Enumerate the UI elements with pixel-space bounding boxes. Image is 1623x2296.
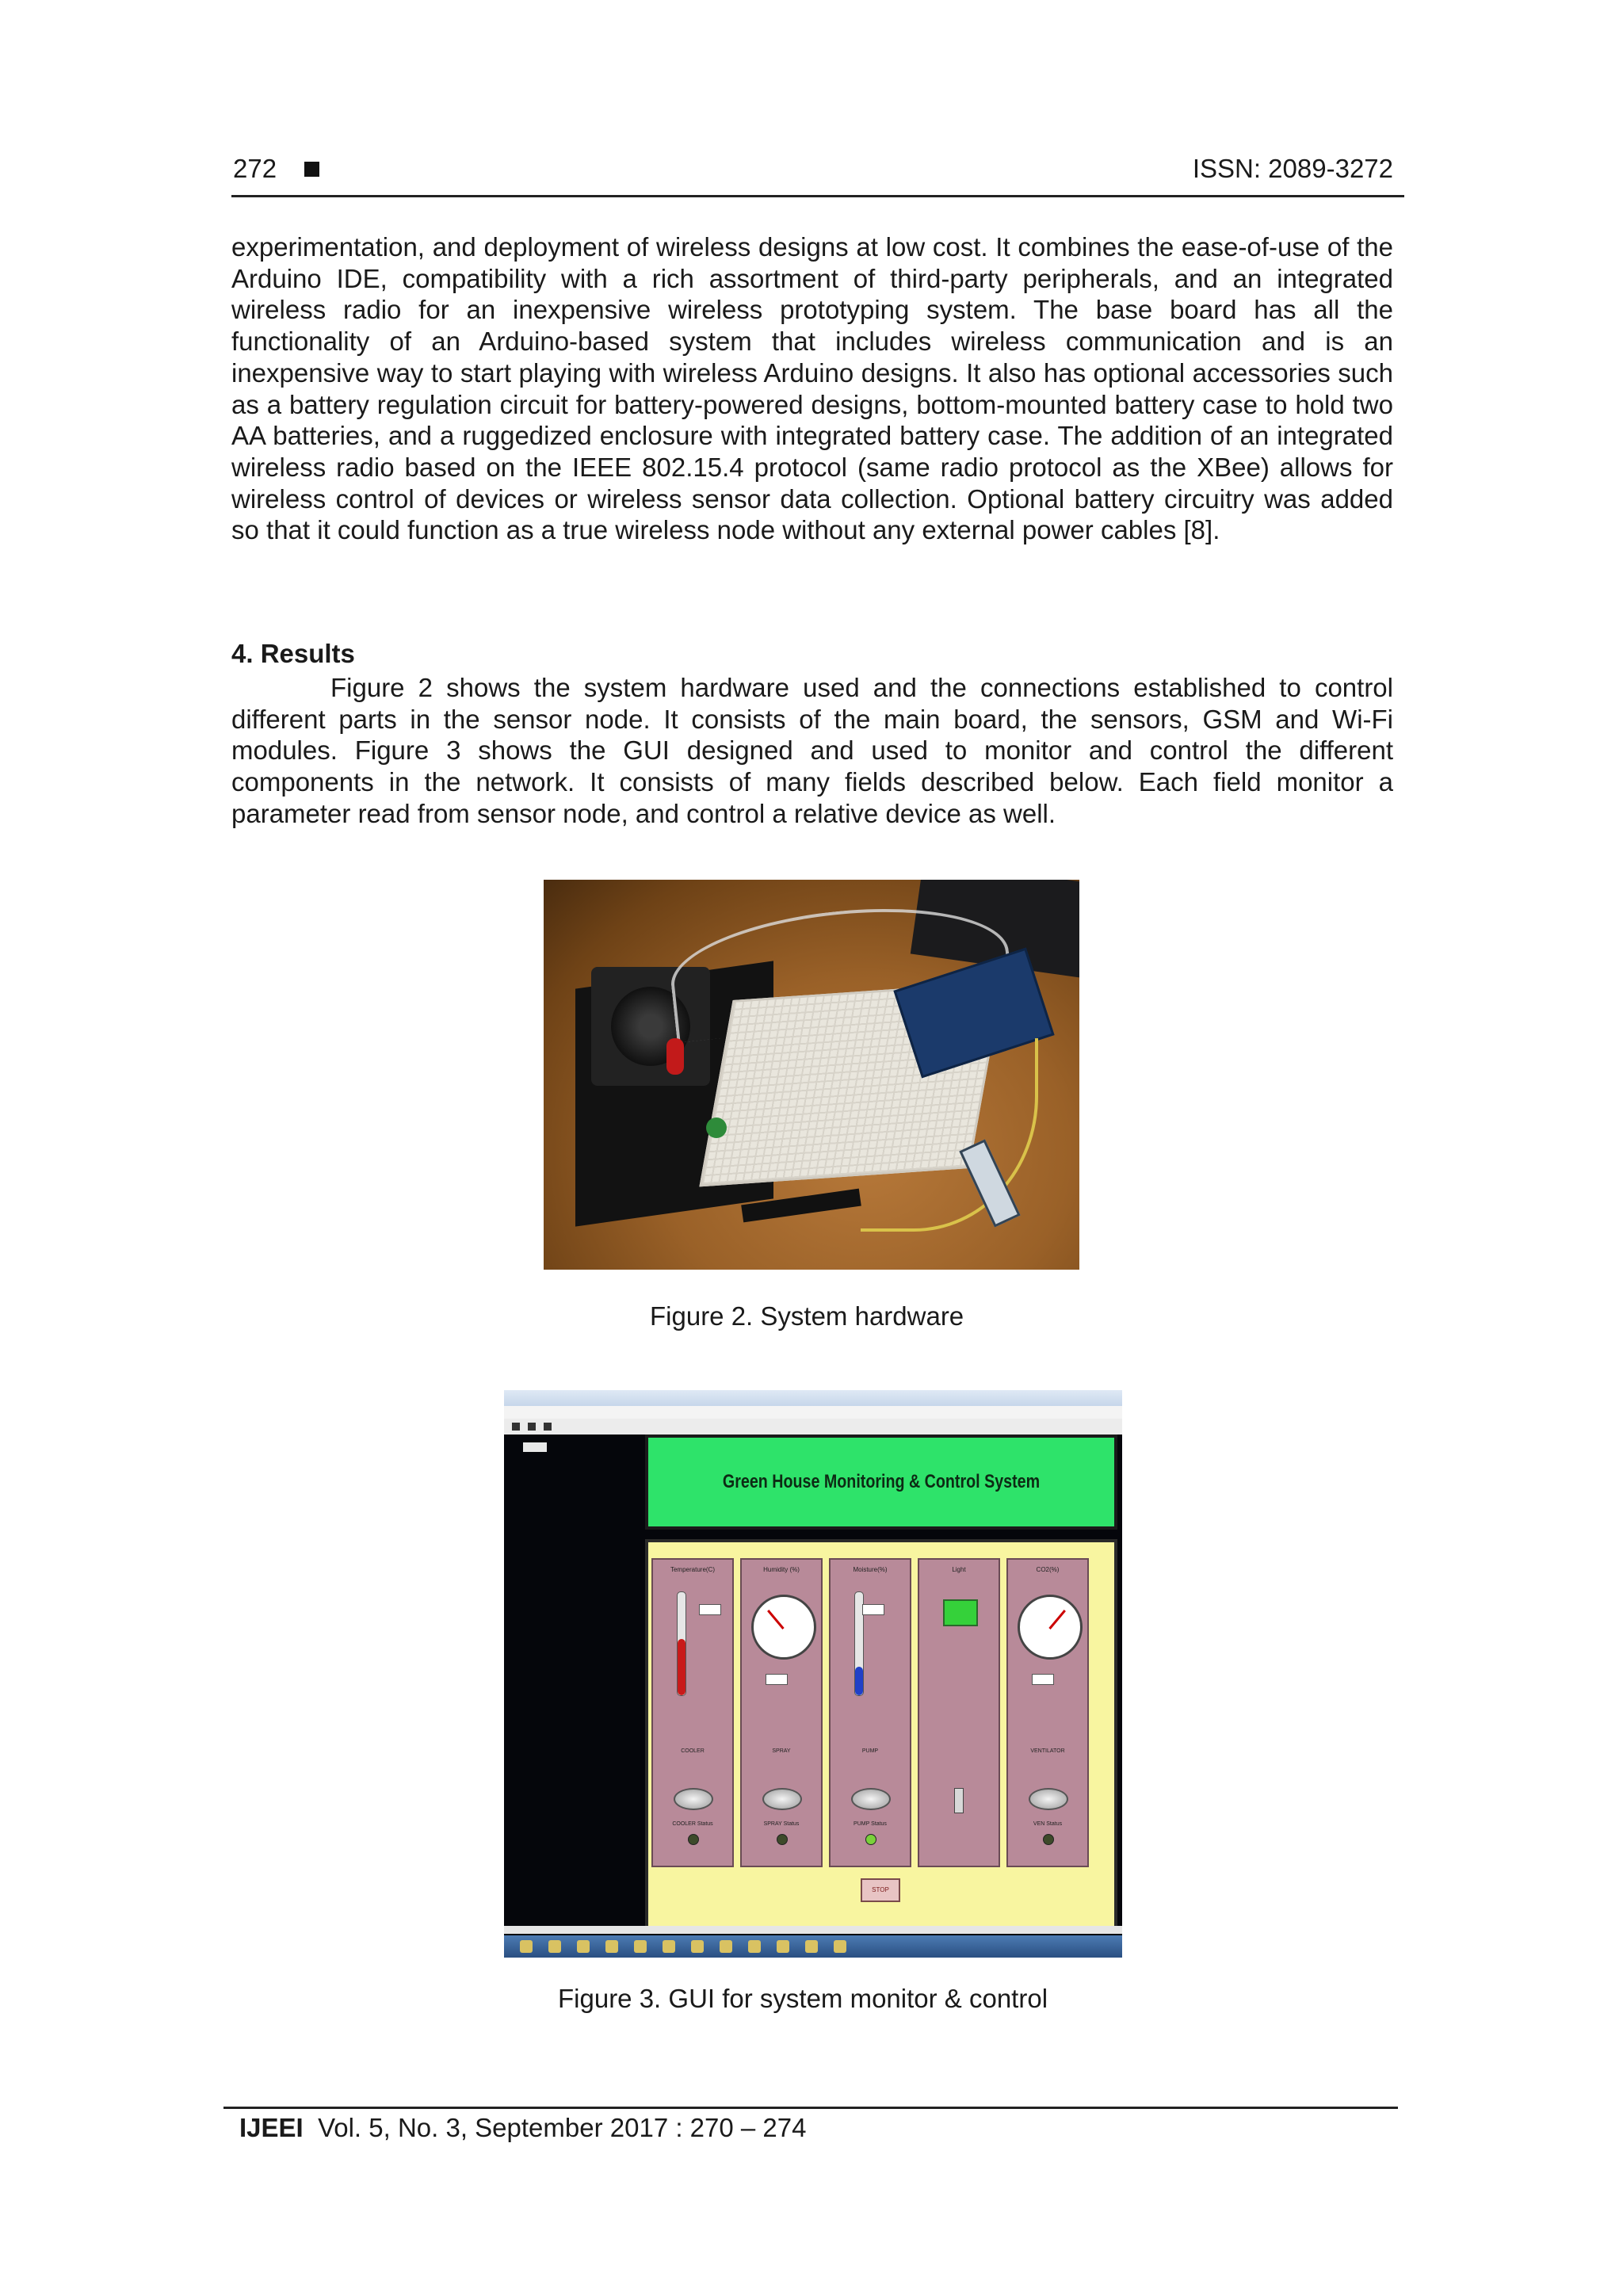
co2-value — [1032, 1674, 1054, 1685]
page-header — [231, 154, 1404, 197]
figure-2-photo — [544, 880, 1079, 1270]
moist-value — [862, 1604, 884, 1615]
column-label: Light — [952, 1566, 966, 1573]
pause-icon — [544, 1423, 552, 1431]
green-led — [706, 1117, 727, 1138]
device-label: VENTILATOR — [1030, 1748, 1065, 1754]
pump-status-led — [865, 1834, 876, 1845]
small-button — [523, 1442, 547, 1452]
ven-status-led — [1043, 1834, 1054, 1845]
status-bar — [504, 1926, 1122, 1934]
status-label: VEN Status — [1033, 1821, 1063, 1827]
co2-gauge — [1018, 1595, 1083, 1660]
figure-2-caption: Figure 2. System hardware — [650, 1301, 964, 1331]
gui-title-box — [645, 1435, 1117, 1530]
stop-button: STOP — [861, 1878, 900, 1902]
ventilator-toggle — [1029, 1788, 1068, 1810]
pump-toggle — [851, 1788, 891, 1810]
gui-title: Green House Monitoring & Control System — [722, 1471, 1041, 1492]
journal-name: IJEEI — [239, 2113, 304, 2142]
page-number: 272 — [233, 154, 277, 183]
square-bullet-icon — [304, 162, 319, 177]
stop-icon — [528, 1423, 536, 1431]
light-indicator — [943, 1599, 978, 1626]
issn: ISSN: 2089-3272 — [1192, 154, 1393, 183]
toolbar — [504, 1419, 1122, 1435]
temperature-column — [651, 1558, 734, 1867]
device-label: SPRAY — [772, 1748, 791, 1754]
status-label: COOLER Status — [672, 1821, 713, 1827]
co2-column — [1006, 1558, 1089, 1867]
results-paragraph: Figure 2 shows the system hardware used and the connections established to control different parts in the sensor node. It consists of the main board, the sensors, GSM and Wi-Fi modules. Figure 3 shows the GUI designed and used to monitor and control the different components in the network. It consists of many fields described below. Each field monitor a parameter read from sensor node, and control a relative device as well. — [231, 673, 1393, 828]
column-label: Temperature(C) — [670, 1566, 715, 1573]
temperature-thermometer — [677, 1591, 686, 1696]
device-label: COOLER — [681, 1748, 705, 1754]
device-label: PUMP — [861, 1748, 879, 1754]
footer-rule — [223, 2107, 1398, 2109]
red-led — [666, 1038, 684, 1075]
status-label: SPRAY Status — [763, 1821, 800, 1827]
control-panel — [645, 1539, 1117, 1934]
run-icon — [512, 1423, 520, 1431]
humidity-column — [740, 1558, 823, 1867]
column-label: Humidity (%) — [763, 1566, 800, 1573]
temp-value — [699, 1604, 721, 1615]
cooler-status-led — [688, 1834, 699, 1845]
figure-3-caption: Figure 3. GUI for system monitor & control — [558, 1984, 1048, 2013]
page-footer — [239, 2113, 807, 2143]
taskbar — [504, 1935, 1122, 1958]
status-label: PUMP Status — [854, 1821, 887, 1827]
journal-details: Vol. 5, No. 3, September 2017 : 270 – 274 — [318, 2113, 807, 2142]
moisture-column — [829, 1558, 911, 1867]
humidity-gauge — [751, 1595, 816, 1660]
spray-status-led — [777, 1834, 788, 1845]
light-switch — [954, 1788, 964, 1813]
body-paragraph: experimentation, and deployment of wireless designs at low cost. It combines the ease-of-use of the Arduino IDE, compatibility with a rich assortment of third-party peripherals, and an integrated wireless radio for an inexpensive wireless prototyping system. The base board has all the functionality of an Arduino-based system that includes wireless communication and is an inexpensive way to start playing with wireless Arduino designs. It also has optional accessories such as a battery regulation circuit for battery-powered designs, bottom-mounted battery case to hold two AA batteries, and a ruggedized enclosure with integrated battery case. The addition of an integrated wireless radio based on the IEEE 802.15.4 protocol (same radio protocol as the XBee) allows for wireless control of devices or wireless sensor data collection. Optional battery circuitry was added so that it could function as a true wireless node without any external power cables [8]. — [231, 232, 1393, 545]
section-heading: 4. Results — [231, 639, 355, 668]
front-panel — [504, 1435, 1122, 1935]
column-label: Moisture(%) — [853, 1566, 888, 1573]
hum-value — [766, 1674, 788, 1685]
column-label: CO2(%) — [1036, 1566, 1060, 1573]
menu-bar — [504, 1406, 1122, 1419]
cooler-toggle — [674, 1788, 713, 1810]
figure-3-screenshot — [504, 1390, 1122, 1958]
spray-toggle — [762, 1788, 802, 1810]
window-titlebar — [504, 1390, 1122, 1406]
light-column — [918, 1558, 1000, 1867]
